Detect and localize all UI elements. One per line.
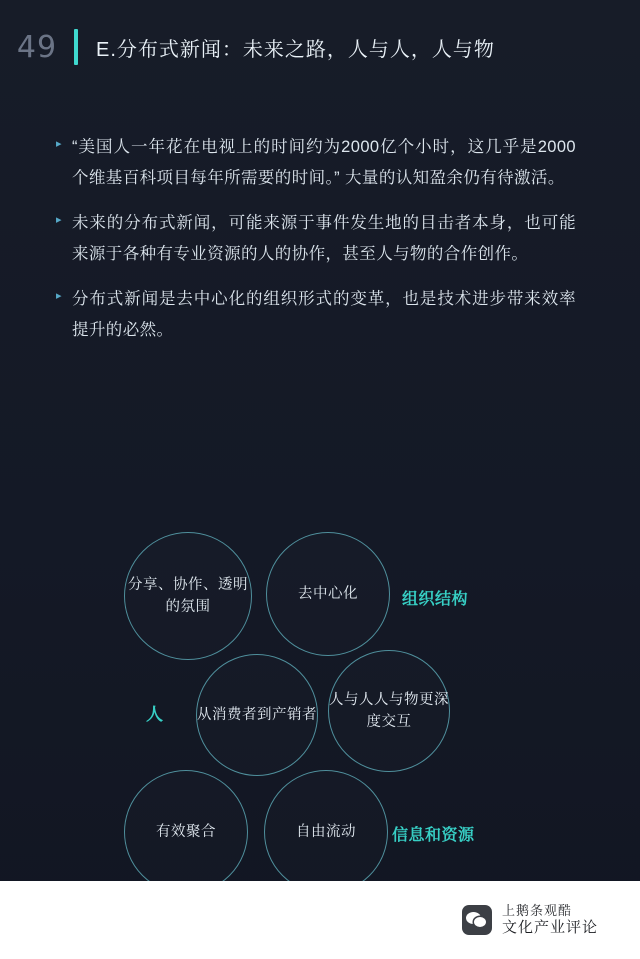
bullet-text: 分布式新闻是去中心化的组织形式的变革，也是技术进步带来效率提升的必然。 xyxy=(72,290,576,339)
slide-footer xyxy=(0,881,640,959)
accent-bar xyxy=(74,29,78,65)
bullet-marker-icon: ▸ xyxy=(56,138,62,150)
wechat-icon xyxy=(462,905,492,935)
page-title: E.分布式新闻：未来之路，人与人，人与物 xyxy=(96,38,495,61)
footer-text xyxy=(502,903,598,938)
page-number: 49 xyxy=(16,29,58,65)
diagram-circle: 去中心化 xyxy=(266,532,390,656)
bullet-marker-icon: ▸ xyxy=(56,290,62,302)
diagram-circle: 有效聚合 xyxy=(124,770,248,894)
footer-brand-top: 上鹅条观酷 xyxy=(501,902,572,918)
diagram-circle: 自由流动 xyxy=(264,770,388,894)
bullet-list xyxy=(56,132,576,360)
diagram-circle: 人与人人与物更深度交互 xyxy=(328,650,450,772)
diagram-circle: 分享、协作、透明的氛围 xyxy=(124,532,252,660)
venn-diagram xyxy=(0,516,640,896)
slide-header xyxy=(0,18,640,76)
diagram-circle: 从消费者到产销者 xyxy=(196,654,318,776)
diagram-label-organization: 组织结构 xyxy=(402,591,469,608)
bullet-marker-icon: ▸ xyxy=(56,214,62,226)
diagram-label-people: 人 xyxy=(146,705,164,724)
bullet-text: “美国人一年花在电视上的时间约为2000亿个小时，这几乎是2000个维基百科项目每年所需要的时间。” 大量的认知盈余仍有待激活。 xyxy=(72,138,576,187)
list-item xyxy=(56,284,576,346)
list-item xyxy=(56,132,576,194)
footer-brand-bottom: 文化产业评论 xyxy=(501,918,598,936)
diagram-label-information: 信息和资源 xyxy=(392,827,475,844)
list-item xyxy=(56,208,576,270)
bullet-text: 未来的分布式新闻，可能来源于事件发生地的目击者本身，也可能来源于各种有专业资源的人的协作，甚至人与物的合作创作。 xyxy=(72,214,576,263)
footer-brand xyxy=(462,903,598,938)
